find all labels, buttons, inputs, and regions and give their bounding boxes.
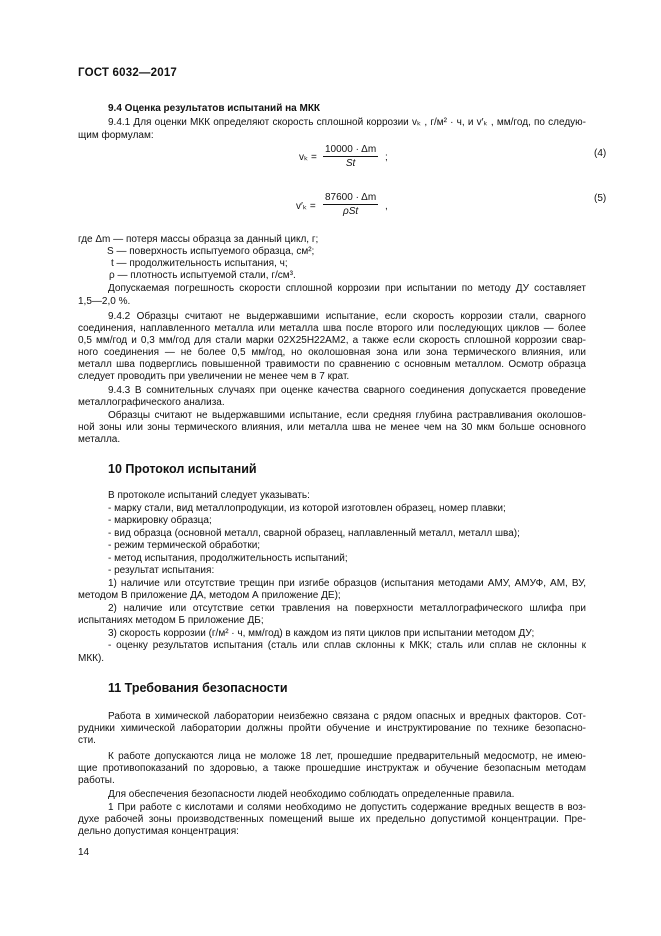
paragraph-line: 9.4.1 Для оценки МКК определяют скорость сплошной коррозии vₖ , г/м² · ч, и v′ₖ , мм/год, по следую- <box>108 117 586 128</box>
list-item: 1) наличие или отсутствие трещин при изгибе образцов (испытания методами АМУ, АМУФ, АМ, ВУ, <box>108 578 586 589</box>
list-item: - метод испытания, продолжительность испытаний; <box>108 553 348 564</box>
paragraph-line: следует проводить при увеличении не менее чем в 7 крат. <box>78 371 350 382</box>
list-item: методом В приложение ДА, методом А приложение ДЕ); <box>78 590 341 601</box>
formula-5-number: (5) <box>594 193 607 204</box>
where-line: t — продолжительность испытания, ч; <box>111 258 288 269</box>
formula-4-tail: ; <box>385 152 388 163</box>
paragraph-line: Для обеспечения безопасности людей необходимо соблюдать определенные правила. <box>108 789 515 800</box>
paragraph-line: 9.4.3 В сомнительных случаях при оценке качества сварного соединения допускается проведение <box>108 385 586 396</box>
paragraph-line: В протоколе испытаний следует указывать: <box>108 490 310 501</box>
paragraph-line: металл шва подверглись повышенной травимости по сравнению с основным металлом. Осмотр образца <box>78 359 586 370</box>
paragraph-line: 1 При работе с кислотами и солями необходимо не допустить содержание вредных веществ в воз- <box>108 802 586 813</box>
paragraph-line: 1,5—2,0 %. <box>78 296 131 307</box>
section-title-11: 11 Требования безопасности <box>108 681 288 695</box>
where-line: где Δm — потеря массы образца за данный цикл, г; <box>78 234 319 245</box>
where-line: ρ — плотность испытуемой стали, г/см³. <box>109 270 296 281</box>
document-header: ГОСТ 6032—2017 <box>78 67 178 79</box>
paragraph-line: щим формулам: <box>78 130 154 141</box>
section-title-10: 10 Протокол испытаний <box>108 462 257 476</box>
paragraph-line: Образцы считают не выдержавшими испытание, если средняя глубина растравливания околошов- <box>108 410 586 421</box>
where-line: S — поверхность испытуемого образца, см²; <box>107 246 315 257</box>
list-item: - результат испытания: <box>108 565 215 576</box>
paragraph-line: Работа в химической лаборатории неизбежно связана с рядом опасных и вредных факторов. Сот- <box>108 711 586 722</box>
paragraph-line: духе рабочей зоны производственных помещений выше их предельно допустимой концентрации. Пре- <box>78 814 586 825</box>
subsection-title-9-4: 9.4 Оценка результатов испытаний на МКК <box>108 103 321 114</box>
paragraph-line: работы. <box>78 775 115 786</box>
list-item: 3) скорость коррозии (г/м² · ч, мм/год) в каждом из пяти циклов при испытании методом ДУ; <box>108 628 535 639</box>
paragraph-line: сти. <box>78 735 96 746</box>
list-item: - вид образца (основной металл, сварной образец, наплавленный металл, металл шва); <box>108 528 520 539</box>
list-item: испытаниях методом Б приложение ДБ; <box>78 615 264 626</box>
formula-4-numerator: 10000 · Δm <box>325 144 377 155</box>
list-item: - режим термической обработки; <box>108 540 261 551</box>
formula-5-lhs: v′ₖ = <box>296 201 316 212</box>
list-item: - маркировку образца; <box>108 515 212 526</box>
paragraph-line: К работе допускаются лица не моложе 18 лет, прошедшие предварительный медосмотр, не имею- <box>108 751 586 762</box>
paragraph-line: 9.4.2 Образцы считают не выдержавшими испытание, если скорость коррозии стали, сварного <box>108 311 586 322</box>
formula-4-denominator: St <box>345 158 356 169</box>
paragraph-line: ного соединения — не более 0,5 мм/год, но околошовная зона или зона термического влияния, или <box>78 347 586 358</box>
formula-5-denominator: ρSt <box>342 206 359 217</box>
paragraph-line: рудники химической лаборатории должны пройти обучение и инструктирование по технике безопасно- <box>78 723 586 734</box>
paragraph-line: металлографического анализа. <box>78 397 225 408</box>
paragraph-line: металла. <box>78 434 121 445</box>
formula-5-numerator: 87600 · Δm <box>325 192 377 203</box>
list-item: 2) наличие или отсутствие сетки травления на поверхности металлографического шлифа при <box>108 603 586 614</box>
paragraph-line: соединения, наплавленного металла или металла шва после второго или последующих циклов — более <box>78 323 586 334</box>
formula-5-fraction <box>323 192 378 217</box>
formula-4-lhs: vₖ = <box>299 152 317 163</box>
formula-5-tail: , <box>385 201 388 212</box>
list-item: МКК). <box>78 653 105 664</box>
formula-4-fraction <box>323 144 378 169</box>
paragraph-line: 0,5 мм/год и 0,3 мм/год для стали марки 02Х25Н22АМ2, а также если скорость сплошной коррозии свар- <box>78 335 586 346</box>
formula-4-number: (4) <box>594 148 607 159</box>
paragraph-line: Допускаемая погрешность скорости сплошной коррозии при испытании по методу ДУ составляет <box>108 283 586 294</box>
list-item: - марку стали, вид металлопродукции, из которой изготовлен образец, номер плавки; <box>108 503 506 514</box>
list-item: - оценку результатов испытания (сталь или сплав склонны к МКК; сталь или сплав не склонны к <box>108 640 586 651</box>
paragraph-line: дельно допустимая концентрация: <box>78 826 239 837</box>
paragraph-line: щие противопоказаний по здоровью, а также прошедшие инструктаж и обучение безопасным методам <box>78 763 586 774</box>
page-number: 14 <box>78 847 90 858</box>
paragraph-line: ной зоны или зоны термического влияния, или металла шва не менее чем на 30 мкм больше основного <box>78 422 586 433</box>
